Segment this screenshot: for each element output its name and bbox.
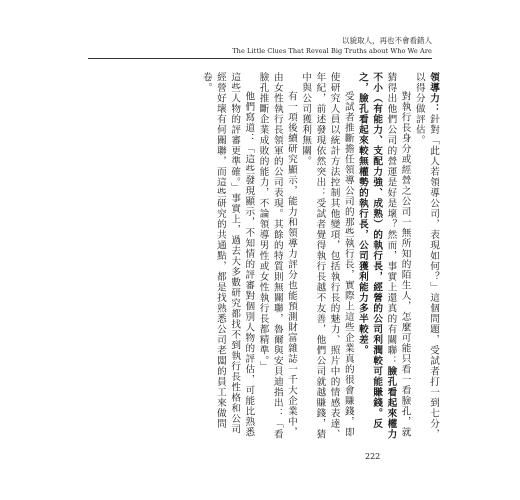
paragraph-leadership-text: 針對「此人若領導公司，表現如何？」這個問題，受試者打一到七分，以得分做評估。	[413, 72, 439, 440]
running-header-title-en: The Little Clues That Reveal Big Truths about Who We Are	[232, 47, 432, 55]
paragraph-strangers-text: 對執行長身分或經營之公司一無所知的陌生人，怎麼可能只看一看臉孔，就猜得出他們公司的營運是好是壞？然而，事實上還真的有關聯：	[385, 72, 411, 438]
paragraph-strangers	[355, 72, 412, 442]
term-leadership: 領導力：	[428, 72, 439, 114]
paragraph-leadership	[412, 72, 440, 442]
running-header-title-zh: 以貌取人，再也不會看錯人	[342, 36, 432, 45]
paragraph-female-ceo: 有一項後續研究顯示，能力和領導力評分也能預測財富雜誌一千大企業中，由女性執行長領軍的公司表現。其餘的特質則無關聯，魯爾與安貝迪指出：「看臉孔推斷企業成敗的能力，不論領導男性或女性執行長都精準。」	[257, 72, 297, 440]
paragraph-strangers-bold: 臉孔看起來權力不小（有能力、支配力強、成熟）的執行長，經營的公司利潤較可能賺錢。反之，臉孔看起來較無權勢的執行長，公司獲利能力多半較差。	[356, 72, 397, 440]
page-number: 222	[365, 452, 381, 461]
header-rule	[88, 58, 432, 59]
paragraph-ceo-profits: 受試者推斷擔任領導公司的那些執行長，實際上這些企業真的很會賺錢，即使研究人員以統計方法控制其他變項，包括執行長的魅力、照片中的情感表達、年紀，前述發現依然突出：受試者覺得執行長越不友善，他們公司就越賺錢，猜中與公司獲利無關。	[300, 72, 354, 440]
paragraph-judges: 他們寫道：「這些發現顯示，不知情的評審對個別人物的評估，可能比熟悉這些人物的評審更準確。」事實上，過去大多數研究都找不到執行長性格和公司經營好壞有何關聯，而這些研究的共通點，都是找熟悉公司老闆的員工來做問卷。	[200, 72, 255, 438]
vertical-body-text	[92, 72, 440, 442]
running-header	[232, 36, 432, 56]
